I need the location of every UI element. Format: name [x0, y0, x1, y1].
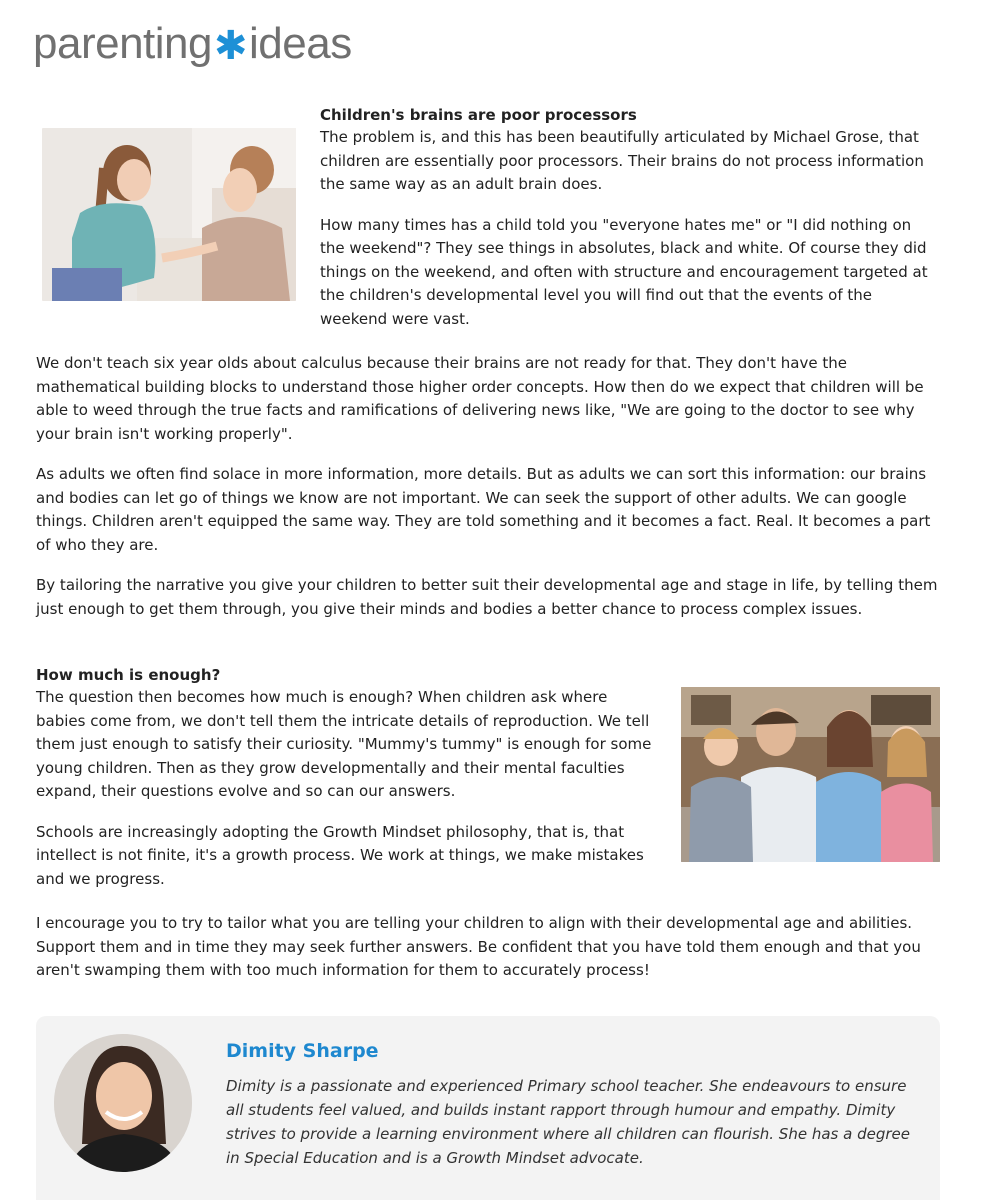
section-brains-processors [320, 104, 930, 348]
logo-text-left: parenting [33, 19, 212, 68]
author-bio-text: Dimity is a passionate and experienced Primary school teacher. She endeavours to ensure all students feel valued, and builds instant rapport through humour and empathy. Dimity strives to provide a learning environment where all children can flourish. She has a degree in Special Education and is a Growth Mindset advocate. [226, 1077, 910, 1167]
paragraph: As adults we often find solace in more information, more details. But as adults we can sort this information: our brains and bodies can let go of things we know are not important. We can seek the support of other adults. We can google things. Children aren't equipped the same way. They are told something and it becomes a fact. Real. It becomes a part of who they are. [36, 465, 931, 554]
author-avatar [54, 1034, 192, 1172]
paragraph: The problem is, and this has been beautifully articulated by Michael Grose, that children are essentially poor processors. Their brains do not process information the same way as an adult brain does. [320, 128, 924, 193]
middle-paragraphs [36, 352, 940, 638]
paragraph: I encourage you to try to tailor what you are telling your children to align with their developmental age and abilities. Support them and in time they may seek further answers. Be confident that you have told them enough and that you aren't swamping them with too much information for them to accurately process! [36, 914, 921, 979]
section-heading: Children's brains are poor processors [320, 106, 637, 124]
author-bio-card [36, 1016, 940, 1200]
closing-paragraph [36, 912, 940, 1000]
family-photo [681, 687, 940, 862]
parenting-ideas-logo [33, 19, 352, 68]
paragraph: The question then becomes how much is enough? When children ask where babies come from, we don't tell them the intricate details of reproduction. We tell them just enough to satisfy their curiosity. "Mummy's tummy" is enough for some young children. Then as they grow developmentally and their mental faculties expand, their questions evolve and so can our answers. [36, 688, 652, 800]
paragraph: By tailoring the narrative you give your children to better suit their developmental age and stage in life, by telling them just enough to get them through, you give their minds and bodies a better chance to process complex issues. [36, 576, 938, 618]
section-heading: How much is enough? [36, 666, 221, 684]
asterisk-icon: ✱ [213, 24, 247, 68]
mother-daughter-photo [42, 128, 296, 301]
paragraph: How many times has a child told you "everyone hates me" or "I did nothing on the weekend"? They see things in absolutes, black and white. Of course they did things on the weekend, and often with structure and encouragement targeted at the children's developmental level you will find out that the events of the weekend were vast. [320, 215, 928, 328]
paragraph: Schools are increasingly adopting the Growth Mindset philosophy, that is, that intellect is not finite, it's a growth process. We work at things, we make mistakes and we progress. [36, 822, 644, 888]
author-name: Dimity Sharpe [226, 1040, 379, 1062]
logo-text-right: ideas [249, 19, 352, 68]
section-how-much-enough [36, 664, 656, 908]
paragraph: We don't teach six year olds about calculus because their brains are not ready for that. They don't have the mathematical building blocks to understand those higher order concepts. How then do we expect that children will be able to weed through the true facts and ramifications of delivering news like, "We are going to the doctor to see why your brain isn't working properly". [36, 354, 924, 443]
